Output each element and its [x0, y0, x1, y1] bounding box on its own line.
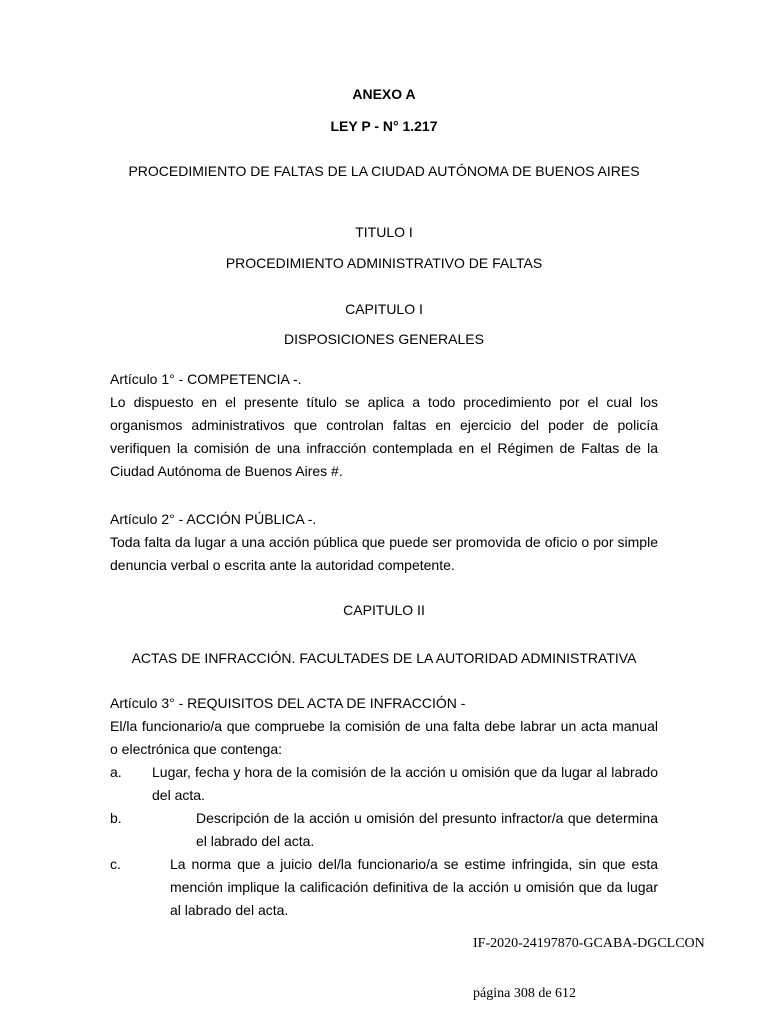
article-1-heading: Artículo 1° - COMPETENCIA -.	[110, 371, 302, 387]
law-number: LEY P - N° 1.217	[330, 118, 438, 134]
document-id: IF-2020-24197870-GCABA-DGCLCON	[473, 936, 705, 951]
list-item-a	[110, 761, 658, 807]
chapter-2-label: CAPITULO II	[343, 602, 425, 618]
list-item-c	[110, 853, 658, 922]
article-3-intro: El/la funcionario/a que compruebe la comisión de una falta debe labrar un acta manual o electrónica que contenga:	[110, 718, 658, 757]
article-3	[110, 692, 658, 922]
title-name: PROCEDIMIENTO ADMINISTRATIVO DE FALTAS	[225, 255, 543, 271]
title-label: TITULO I	[355, 224, 413, 240]
chapter-1-name: DISPOSICIONES GENERALES	[284, 331, 484, 347]
page-number: página 308 de 612	[473, 986, 577, 1001]
annex-title: ANEXO A	[352, 86, 416, 102]
article-1	[110, 368, 658, 483]
list-item-a-text: Lugar, fecha y hora de la comisión de la acción u omisión que da lugar al labrado del acta.	[152, 764, 658, 803]
chapter-2-name: ACTAS DE INFRACCIÓN. FACULTADES DE LA AUTORIDAD ADMINISTRATIVA	[131, 650, 637, 666]
list-item-b-tag: b.	[110, 810, 122, 826]
list-item-b-text: Descripción de la acción u omisión del presunto infractor/a que determina el labrado del acta.	[196, 810, 658, 849]
article-1-body: Lo dispuesto en el presente título se aplica a todo procedimiento por el cual los organismos administrativos que controlan faltas en ejercicio del poder de policía verifiquen la comisión de una infracción contemplada en el Régimen de Faltas de la Ciudad Autónoma de Buenos Aires #.	[110, 394, 658, 479]
article-3-heading: Artículo 3° - REQUISITOS DEL ACTA DE INFRACCIÓN -	[110, 695, 466, 711]
article-2	[110, 508, 658, 577]
list-item-a-tag: a.	[110, 764, 122, 780]
list-item-b	[110, 807, 658, 853]
list-item-c-text: La norma que a juicio del/la funcionario/a se estime infringida, sin que esta mención implique la calificación definitiva de la acción u omisión que da lugar al labrado del acta.	[170, 856, 658, 918]
article-2-heading: Artículo 2° - ACCIÓN PÚBLICA -.	[110, 511, 317, 527]
chapter-1-label: CAPITULO I	[345, 301, 423, 317]
list-item-c-tag: c.	[110, 856, 121, 872]
law-subtitle: PROCEDIMIENTO DE FALTAS DE LA CIUDAD AUTÓNOMA DE BUENOS AIRES	[128, 163, 640, 179]
article-2-body: Toda falta da lugar a una acción pública que puede ser promovida de oficio o por simple denuncia verbal o escrita ante la autoridad competente.	[110, 534, 658, 573]
